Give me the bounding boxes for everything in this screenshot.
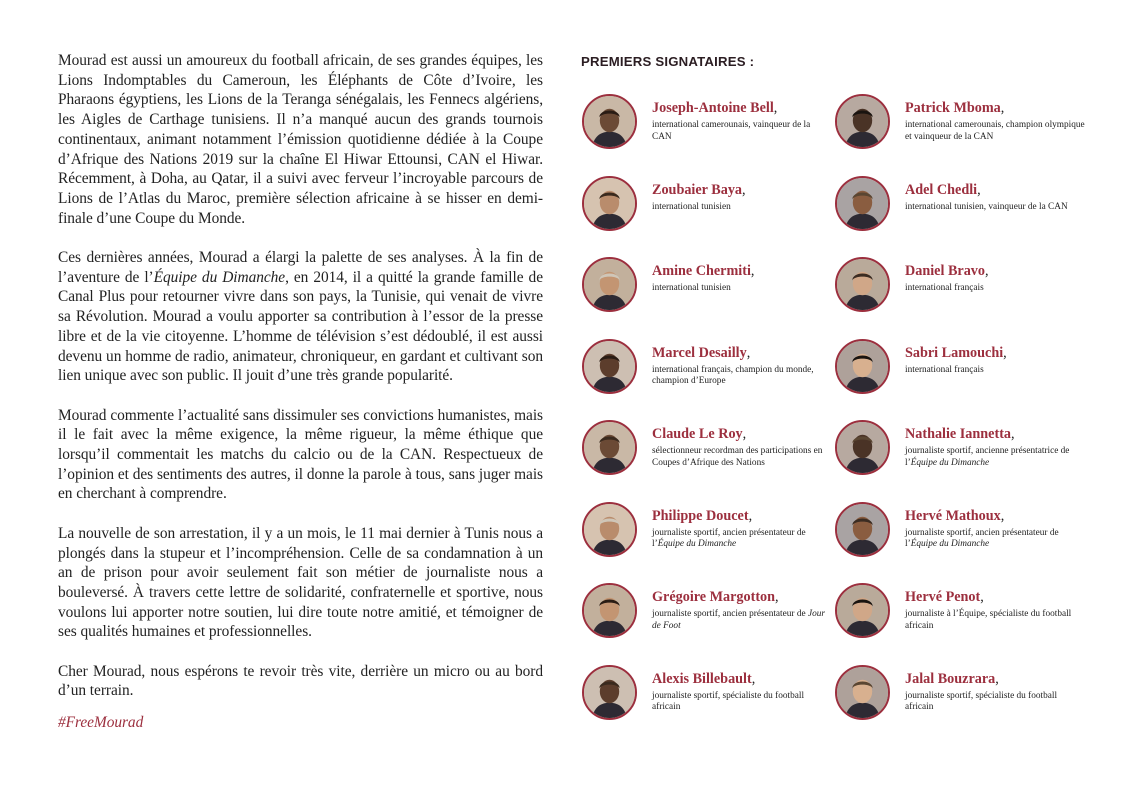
signatory-text — [652, 181, 832, 214]
signatory-description — [905, 283, 1085, 295]
signatory-description — [652, 202, 832, 214]
signatory-14 — [835, 583, 1085, 645]
portrait-illustration — [837, 422, 888, 473]
letter-body — [58, 51, 543, 752]
signatory-description-title: Équipe du Dimanche — [910, 457, 990, 468]
portrait-illustration — [837, 178, 888, 229]
portrait-illustration — [837, 504, 888, 555]
portrait-illustration — [584, 585, 635, 636]
signatory-description — [905, 691, 1085, 714]
signatory-description-text: international tunisien — [652, 283, 731, 293]
signatory-6 — [835, 257, 1085, 319]
signatory-description — [652, 446, 832, 469]
paragraph-2-show-title: Équipe du Dimanche — [153, 268, 286, 286]
signatory-description-text: international camerounais, champion olympique et vainqueur de la CAN — [905, 120, 1085, 142]
portrait-illustration — [584, 667, 635, 718]
signatory-name — [652, 507, 832, 525]
signatory-name — [905, 425, 1085, 443]
signatory-text — [905, 425, 1085, 469]
signatory-name — [652, 670, 832, 688]
signatory-name-comma: , — [980, 589, 984, 605]
portrait-illustration — [584, 422, 635, 473]
signatory-name-text: Nathalie Iannetta — [905, 426, 1012, 442]
portrait-illustration — [837, 96, 888, 147]
signatory-name-comma: , — [742, 426, 747, 442]
signatory-8 — [835, 339, 1085, 401]
signatory-name-text: Daniel Bravo — [905, 263, 985, 279]
signatory-description — [905, 528, 1085, 551]
portrait-photo — [835, 502, 890, 557]
signatory-text — [905, 588, 1085, 632]
signatory-text — [652, 425, 832, 469]
signatory-name — [652, 181, 832, 199]
portrait-illustration — [584, 178, 635, 229]
portrait-illustration — [837, 259, 888, 310]
signatories-heading: PREMIERS SIGNATAIRES : — [581, 54, 755, 69]
signatory-description-text: journaliste sportif, spécialiste du football africain — [652, 690, 805, 713]
signatory-description-text: international tunisien — [652, 201, 731, 212]
signatory-name-text: Claude Le Roy — [652, 426, 743, 442]
signatory-name-comma: , — [985, 263, 989, 279]
portrait-photo — [582, 176, 637, 231]
signatory-name-comma: , — [748, 507, 753, 524]
signatory-name-comma: , — [1011, 426, 1015, 442]
signatory-name — [905, 344, 1085, 362]
portrait-photo — [582, 94, 637, 149]
signatory-2 — [835, 94, 1085, 156]
signatory-name-text: Alexis Billebault — [652, 670, 752, 687]
portrait-photo — [835, 94, 890, 149]
signatory-name-comma: , — [742, 181, 746, 198]
paragraph-4: La nouvelle de son arrestation, il y a un mois, le 11 mai dernier à Tunis nous a plongés dans la stupeur et l’incompréhension. Celle de sa condamnation à un an de prison pour avoir seulement fait son métier de journaliste nous a bouleversé. À travers cette lettre de solidarité, confraternelle et sportive, nous voulons lui apporter notre soutien, lui dire toute notre amitié, et témoigner de ses qualités humaines et professionnelles. — [58, 524, 543, 641]
signatory-name — [905, 588, 1085, 606]
signatory-name-text: Marcel Desailly — [652, 344, 747, 361]
signatory-name-comma: , — [995, 670, 999, 687]
portrait-photo — [582, 257, 637, 312]
hashtag: #FreeMourad — [58, 713, 144, 731]
signatory-name — [905, 670, 1085, 688]
portrait-photo — [582, 665, 637, 720]
signatory-name-comma: , — [1000, 100, 1005, 116]
paragraph-1: Mourad est aussi un amoureux du football africain, de ses grandes équipes, les Lions Indomptables du Cameroun, les Éléphants de Côte d’Ivoire, les Pharaons égyptiens, les Lions de la Teranga sénégalais, les Fennecs algériens, les Aigles de Carthage tunisiens. Il n’a manqué aucun des grands tournois continentaux, animant notamment l’émission quotidienne dédiée à la Coupe d’Afrique des Nations 2019 sur la chaîne El Hiwar Ettounsi, CAN el Hiwar. Récemment, à Doha, au Qatar, il a suivi avec ferveur l’incroyable parcours de Lions de l’Atlas du Maroc, première sélection africaine à se hisser en demi-finale d’une Coupe du Monde. — [58, 52, 543, 227]
signatory-16 — [835, 665, 1085, 727]
paragraph-3: Mourad commente l’actualité sans dissimuler ses convictions humanistes, mais il le fait avec la même exigence, la même rigueur, la même éthique que lorsqu’il commentait les matchs du calcio ou de la CAN. Respectueux de l’opinion et des sentiments des autres, il donne la parole à tous, sans juger mais en cherchant à comprendre. — [58, 406, 543, 503]
signatory-text — [905, 670, 1085, 714]
paragraph-2 — [58, 248, 543, 386]
signatory-1 — [582, 94, 832, 156]
signatory-text — [652, 99, 832, 143]
paragraph-2-rest: , en 2014, il a quitté la grande famille de Canal Plus pour retourner vivre dans son pays, la Tunisie, qui venait de vivre sa Révolution. Mourad a voulu apporter sa contribution à l’essor de la presse libre et de la vie citoyenne. L’homme de télévision s’est dédoublé, il est aussi devenu un homme de radio, animateur, chroniqueur, en gardant et cultivant son lien unique avec son public. Il jouit d’une très grande popularité. — [58, 268, 543, 385]
signatory-name-text: Grégoire Margotton — [652, 589, 776, 605]
signatory-name-comma: , — [773, 100, 778, 116]
portrait-photo — [582, 502, 637, 557]
signatory-name-text: Amine Chermiti — [652, 263, 751, 279]
signatory-text — [905, 99, 1085, 143]
signatory-3 — [582, 176, 832, 238]
signatory-text — [652, 262, 832, 295]
paragraph-5: Cher Mourad, nous espérons te revoir très vite, derrière un micro ou au bord d’un terrain. — [58, 662, 543, 700]
portrait-illustration — [837, 341, 888, 392]
signatory-description-text: international camerounais, vainqueur de la CAN — [652, 120, 811, 142]
signatory-9 — [582, 420, 832, 482]
signatory-description — [652, 528, 832, 551]
signatory-description-title: Jour de Foot — [652, 609, 825, 631]
signatory-description-text: journaliste sportif, spécialiste du football africain — [905, 690, 1058, 713]
portrait-photo — [582, 339, 637, 394]
signatory-description — [905, 365, 1085, 377]
signatory-description-title: Équipe du Dimanche — [910, 539, 990, 550]
signatory-description — [905, 202, 1085, 214]
signatory-name-comma: , — [775, 589, 779, 605]
signatory-description-text: international français — [905, 364, 984, 375]
signatory-description-text: journaliste à l’Équipe, spécialiste du football africain — [905, 609, 1072, 631]
portrait-photo — [835, 583, 890, 638]
signatory-description — [652, 365, 832, 388]
signatory-name — [652, 99, 832, 117]
signatory-text — [905, 507, 1085, 551]
signatory-name-comma: , — [751, 670, 756, 687]
signatory-12 — [835, 502, 1085, 564]
signatory-name-text: Patrick Mboma — [905, 100, 1001, 116]
signatory-text — [905, 344, 1085, 377]
signatory-15 — [582, 665, 832, 727]
signatory-name-comma: , — [977, 181, 981, 198]
signatory-13 — [582, 583, 832, 645]
signatory-7 — [582, 339, 832, 401]
signatory-description-text: journaliste sportif, ancien présentateur de l’ — [905, 527, 1059, 550]
signatory-description — [905, 609, 1085, 632]
signatory-description-text: journaliste sportif, ancien présentateur de l’ — [652, 527, 806, 550]
portrait-illustration — [584, 259, 635, 310]
portrait-illustration — [584, 96, 635, 147]
portrait-illustration — [584, 341, 635, 392]
signatory-description-text: international tunisien, vainqueur de la CAN — [905, 201, 1068, 212]
signatory-description — [652, 609, 832, 632]
portrait-photo — [582, 420, 637, 475]
signatory-text — [652, 507, 832, 551]
portrait-photo — [835, 420, 890, 475]
signatory-name-comma: , — [746, 344, 751, 361]
portrait-photo — [835, 665, 890, 720]
signatory-description — [652, 691, 832, 714]
signatory-description-text: international français, champion du monde, champion d’Europe — [652, 364, 814, 387]
signatory-name-comma: , — [1003, 344, 1007, 361]
signatory-text — [652, 670, 832, 714]
paragraph-2-start: Ces dernières années, Mourad a élargi la palette de ses analyses. À la fin de l’aventure de l’ — [58, 249, 543, 286]
signatory-name-text: Jalal Bouzrara — [905, 670, 996, 687]
signatory-description — [652, 120, 832, 143]
signatory-description — [652, 283, 832, 295]
signatory-description — [905, 446, 1085, 469]
signatory-text — [652, 344, 832, 388]
signatory-name — [905, 262, 1085, 280]
signatory-name-text: Philippe Doucet — [652, 507, 749, 524]
signatory-text — [905, 181, 1085, 214]
signatory-text — [652, 588, 832, 632]
portrait-photo — [835, 339, 890, 394]
signatory-name — [652, 588, 832, 606]
signatory-description-text: sélectionneur recordman des participations en Coupes d’Afrique des Nations — [652, 446, 823, 468]
portrait-illustration — [837, 667, 888, 718]
signatory-11 — [582, 502, 832, 564]
signatory-name — [905, 99, 1085, 117]
signatory-10 — [835, 420, 1085, 482]
portrait-illustration — [584, 504, 635, 555]
signatory-name-text: Hervé Penot — [905, 589, 981, 605]
signatory-description-text: journaliste sportif, ancienne présentatrice de l’ — [905, 446, 1070, 468]
signatory-name — [652, 425, 832, 443]
signatory-name — [652, 262, 832, 280]
signatory-name — [905, 507, 1085, 525]
signatory-description-title: Équipe du Dimanche — [657, 539, 737, 550]
portrait-photo — [835, 257, 890, 312]
portrait-photo — [582, 583, 637, 638]
signatory-name-text: Hervé Mathoux — [905, 507, 1001, 524]
signatory-name-text: Sabri Lamouchi — [905, 344, 1004, 361]
portrait-photo — [835, 176, 890, 231]
signatory-name — [905, 181, 1085, 199]
signatory-name-text: Adel Chedli — [905, 181, 978, 198]
signatory-name-text: Zoubaier Baya — [652, 181, 743, 198]
signatory-name-text: Joseph-Antoine Bell — [652, 100, 774, 116]
signatory-description-text: journaliste sportif, ancien présentateur de — [652, 609, 808, 619]
signatory-name-comma: , — [1000, 507, 1005, 524]
signatory-text — [905, 262, 1085, 295]
signatory-description-text: international français — [905, 283, 984, 293]
signatory-description — [905, 120, 1085, 143]
signatory-5 — [582, 257, 832, 319]
signatory-name-comma: , — [750, 263, 755, 279]
portrait-illustration — [837, 585, 888, 636]
signatory-name — [652, 344, 832, 362]
signatory-4 — [835, 176, 1085, 238]
